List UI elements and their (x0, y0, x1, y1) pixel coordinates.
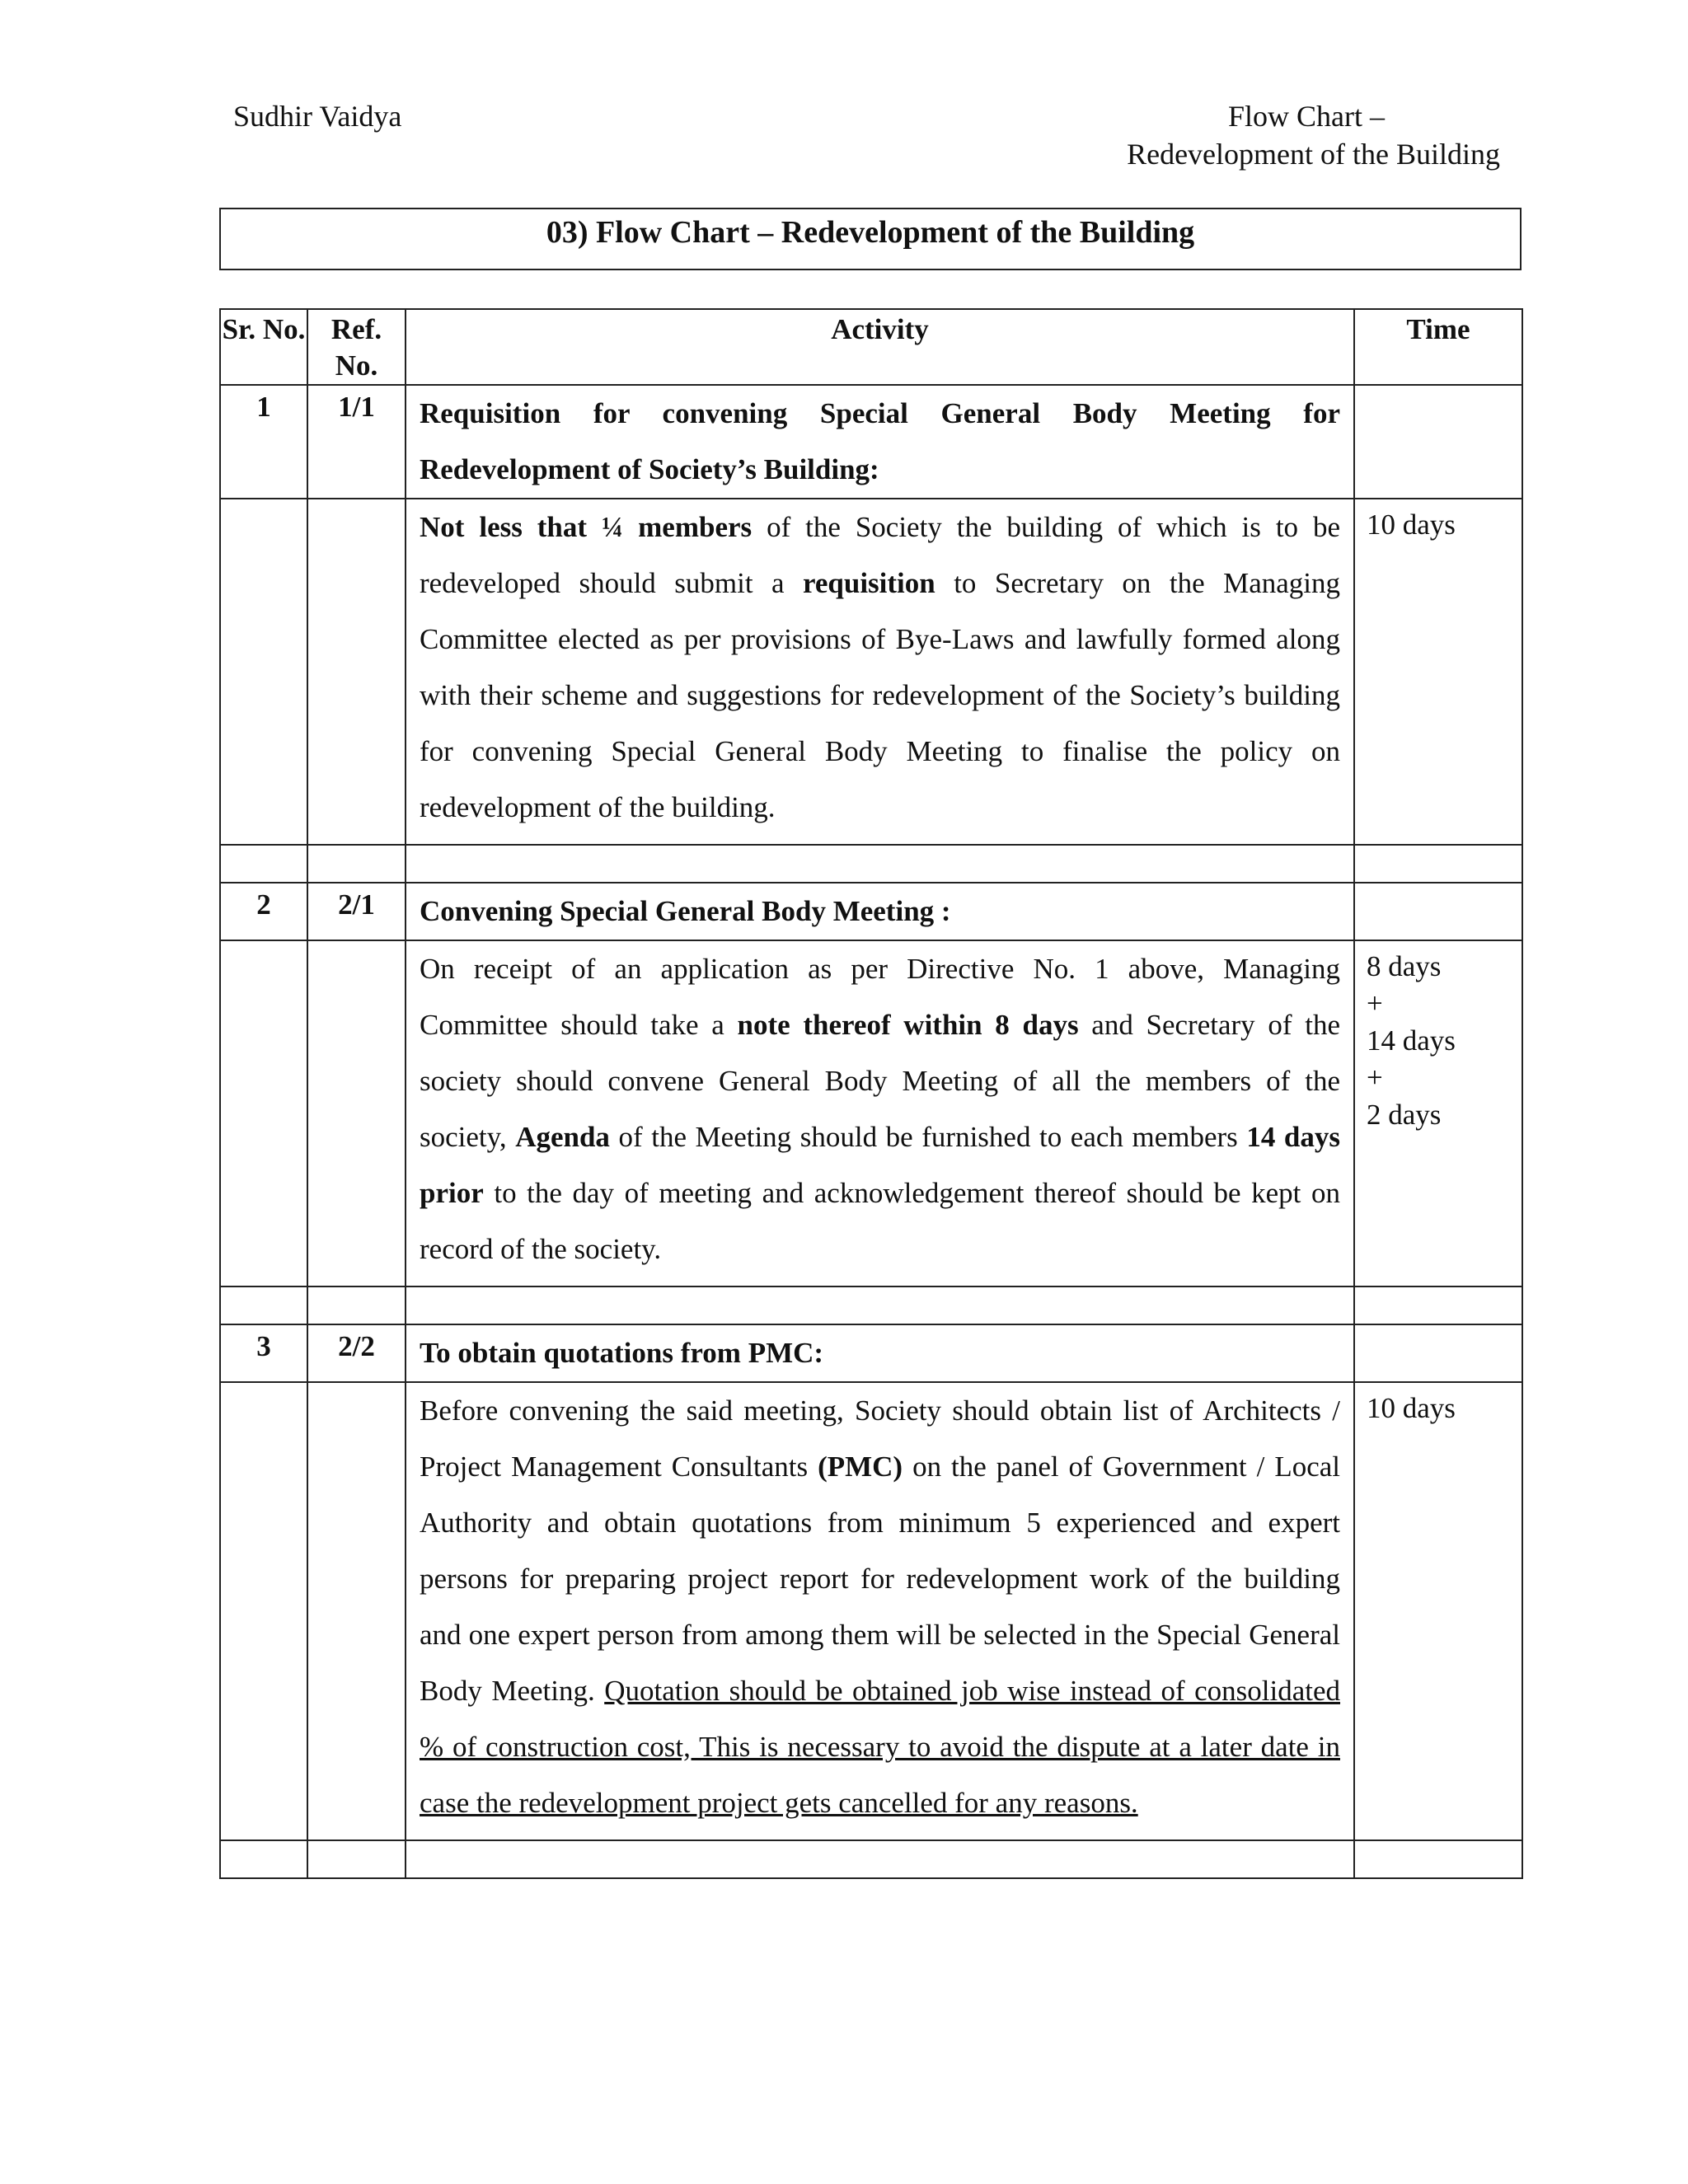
table-row-spacer (220, 845, 1522, 883)
sr-no-cell-empty (220, 1382, 307, 1840)
header-doc-title-line1: Flow Chart – (1227, 100, 1385, 133)
table-row-heading (220, 883, 1522, 940)
column-header-activity: Activity (406, 309, 1354, 385)
time-value: 8 days (1367, 950, 1442, 982)
flow-chart-table (219, 308, 1523, 1879)
activity-heading: Requisition for convening Special General Body Meeting for Redevelopment of Society’s Building: (406, 385, 1354, 499)
document-title: 03) Flow Chart – Redevelopment of the Building (219, 208, 1522, 270)
text-run: and Secretary of the society should convene General Body Meeting of all the members of the society, (420, 1009, 1340, 1153)
ref-no-cell: 2/1 (307, 883, 406, 940)
text-run: to Secretary on the Managing Committee elected as per provisions of Bye-Laws and lawfully formed along with their scheme and suggestions for redevelopment of the Society’s building for convening Special General Body Meeting to finalise the policy on redevelopment of the building. (420, 567, 1340, 823)
sr-no-cell: 2 (220, 883, 307, 940)
time-plus: + (1367, 1062, 1383, 1094)
ref-no-cell: 1/1 (307, 385, 406, 499)
header-doc-title (923, 97, 1500, 173)
ref-no-cell: 2/2 (307, 1324, 406, 1382)
bold-text: note thereof within 8 days (737, 1009, 1079, 1041)
bold-text: Not less that ¼ members (420, 511, 753, 543)
text-run: of the Meeting should be furnished to each members (609, 1121, 1247, 1153)
bold-text: Agenda (515, 1121, 610, 1153)
time-value: 2 days (1367, 1099, 1442, 1131)
table-row-body (220, 499, 1522, 845)
activity-description (406, 940, 1354, 1286)
time-cell-empty (1354, 1324, 1522, 1382)
text-run: Before convening the said meeting, Society should obtain list of Architects / Project Management Consultants (420, 1394, 1340, 1483)
column-header-sr-no: Sr. No. (220, 309, 307, 385)
sr-no-cell: 3 (220, 1324, 307, 1382)
time-cell-empty (1354, 883, 1522, 940)
activity-heading: Convening Special General Body Meeting : (406, 883, 1354, 940)
time-value: 14 days (1367, 1024, 1456, 1057)
column-header-ref-no: Ref. No. (307, 309, 406, 385)
sr-no-cell-empty (220, 499, 307, 845)
time-cell (1354, 499, 1522, 845)
table-row-body (220, 940, 1522, 1286)
bold-text: requisition (802, 567, 935, 599)
header-author: Sudhir Vaidya (233, 100, 402, 133)
time-cell (1354, 940, 1522, 1286)
table-row-spacer (220, 1286, 1522, 1324)
bold-text: (PMC) (818, 1451, 903, 1483)
underlined-text: Quotation should be obtained job wise instead of consolidated % of construction cost, This is necessary to avoid the dispute at a later date in case the redevelopment project gets cancelled for any reasons. (420, 1675, 1341, 1819)
sr-no-cell: 1 (220, 385, 307, 499)
time-cell-empty (1354, 385, 1522, 499)
activity-description (406, 499, 1354, 845)
activity-description (406, 1382, 1354, 1840)
table-header-row (220, 309, 1522, 385)
ref-no-cell-empty (307, 1382, 406, 1840)
text-run: to the day of meeting and acknowledgement thereof should be kept on record of the society. (420, 1177, 1340, 1265)
text-run: On receipt of an application as per Directive No. 1 above, Managing Committee should take a (420, 953, 1340, 1041)
text-run: of the Society the building of which is to be redeveloped should submit a (420, 511, 1340, 599)
ref-no-cell-empty (307, 940, 406, 1286)
activity-heading: To obtain quotations from PMC: (406, 1324, 1354, 1382)
table-row-heading (220, 385, 1522, 499)
time-value: 10 days (1367, 1392, 1456, 1424)
column-header-time: Time (1354, 309, 1522, 385)
time-cell (1354, 1382, 1522, 1840)
table-row-spacer (220, 1840, 1522, 1878)
ref-no-cell-empty (307, 499, 406, 845)
header-doc-title-line2: Redevelopment of the Building (1127, 138, 1500, 171)
sr-no-cell-empty (220, 940, 307, 1286)
time-plus: + (1367, 987, 1383, 1019)
bold-text: 14 days prior (420, 1121, 1340, 1209)
text-run: on the panel of Government / Local Authority and obtain quotations from minimum 5 experienced and expert persons for preparing project report for redevelopment work of the building and one expert person from among them will be selected in the Special General Body Meeting. (420, 1451, 1340, 1707)
time-value: 10 days (1367, 509, 1456, 541)
table-row-heading (220, 1324, 1522, 1382)
table-row-body (220, 1382, 1522, 1840)
